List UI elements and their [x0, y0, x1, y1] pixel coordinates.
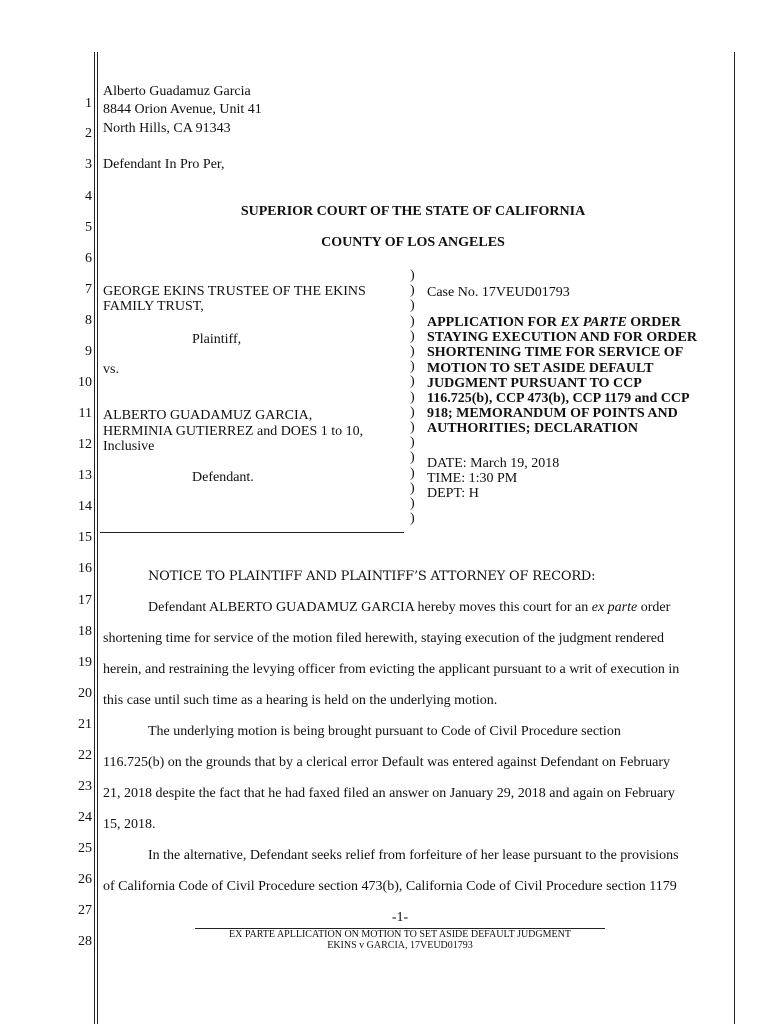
line-number: 19	[78, 655, 92, 670]
party-address-line-1: 8844 Orion Avenue, Unit 41	[103, 102, 262, 117]
line-number: 1	[85, 96, 92, 111]
line-number: 17	[78, 593, 92, 608]
defendant-name: ALBERTO GUADAMUZ GARCIA,	[103, 408, 313, 423]
footer-title: EX PARTE APLLICATION ON MOTION TO SET ASIDE DEFAULT JUDGMENT	[229, 929, 571, 940]
body-line: 15, 2018.	[103, 817, 156, 832]
document-title	[427, 315, 727, 437]
defendant-label: Defendant.	[192, 470, 254, 485]
document-title-line-1-end: ORDER	[626, 315, 681, 330]
line-number: 10	[78, 375, 92, 390]
case-number: Case No. 17VEUD01793	[427, 285, 570, 300]
body-text-run: order	[637, 600, 671, 615]
line-number: 8	[85, 313, 92, 328]
body-line: 21, 2018 despite the fact that he had faxed filed an answer on January 29, 2018 and again on February	[103, 786, 675, 801]
line-number: 3	[85, 157, 92, 172]
line-number: 14	[78, 499, 92, 514]
line-number: 11	[78, 406, 92, 421]
hearing-date: DATE: March 19, 2018	[427, 456, 560, 471]
body-line: herein, and restraining the levying officer from evicting the applicant pursuant to a writ of execution in	[103, 662, 680, 677]
plaintiff-name: GEORGE EKINS TRUSTEE OF THE EKINS	[103, 284, 366, 299]
party-role: Defendant In Pro Per,	[103, 157, 225, 172]
line-number: 7	[85, 282, 92, 297]
line-number: 2	[85, 126, 92, 141]
line-number: 22	[78, 748, 92, 763]
defendant-name-cont: HERMINIA GUTIERREZ and DOES 1 to 10,	[103, 424, 364, 439]
body-line: In the alternative, Defendant seeks relief from forfeiture of her lease pursuant to the provisions	[148, 848, 679, 863]
party-address-line-2: North Hills, CA 91343	[103, 121, 231, 136]
line-number: 6	[85, 251, 92, 266]
body-line	[148, 600, 670, 616]
line-number: 23	[78, 779, 92, 794]
document-title-line-8: AUTHORITIES; DECLARATION	[427, 421, 638, 437]
body-text-run: Defendant ALBERTO GUADAMUZ GARCIA hereby moves this court for an	[148, 600, 592, 615]
line-number: 27	[78, 903, 92, 918]
body-line: this case until such time as a hearing is held on the underlying motion.	[103, 693, 498, 708]
line-number: 9	[85, 344, 92, 359]
hearing-dept: DEPT: H	[427, 486, 479, 501]
line-number: 20	[78, 686, 92, 701]
versus-label: vs.	[103, 362, 119, 377]
caption-parentheses: ) ) ) ) ) ) ) ) ) ) ) ) ) ) ) ) )	[410, 268, 415, 527]
line-number: 18	[78, 624, 92, 639]
document-title-line-1: APPLICATION FOR	[427, 315, 561, 330]
document-title-line-5: JUDGMENT PURSUANT TO CCP	[427, 375, 642, 391]
caption-rule	[100, 532, 404, 533]
line-number: 12	[78, 437, 92, 452]
defendant-name-cont-2: Inclusive	[103, 439, 155, 454]
line-number: 26	[78, 872, 92, 887]
document-title-line-6: 116.725(b), CCP 473(b), CCP 1179 and CCP	[427, 391, 690, 407]
line-number: 25	[78, 841, 92, 856]
body-line: 116.725(b) on the grounds that by a clerical error Default was entered against Defendant on February	[103, 755, 671, 770]
line-number: 21	[78, 717, 92, 732]
document-title-line-2: STAYING EXECUTION AND FOR ORDER	[427, 330, 697, 346]
line-number: 15	[78, 530, 92, 545]
line-number: 16	[78, 561, 92, 576]
court-county: COUNTY OF LOS ANGELES	[321, 235, 505, 250]
page-number: -1-	[391, 910, 409, 925]
body-line: shortening time for service of the motion filed herewith, staying execution of the judgment rendered	[103, 631, 664, 646]
document-title-line-3: SHORTENING TIME FOR SERVICE OF	[427, 345, 684, 361]
body-italic-run: ex parte	[591, 600, 638, 615]
hearing-time: TIME: 1:30 PM	[427, 471, 518, 486]
plaintiff-label: Plaintiff,	[192, 332, 242, 347]
body-line: of California Code of Civil Procedure section 473(b), California Code of Civil Procedure section 1179	[103, 879, 677, 894]
footer-case: EKINS v GARCIA, 17VEUD01793	[327, 940, 473, 951]
notice-heading: NOTICE TO PLAINTIFF AND PLAINTIFF’S ATTORNEY OF RECORD:	[148, 569, 596, 584]
line-number: 4	[85, 189, 92, 204]
left-margin-rule-outer	[94, 52, 95, 1024]
document-title-line-4: MOTION TO SET ASIDE DEFAULT	[427, 360, 654, 376]
right-margin-rule	[734, 52, 735, 1024]
line-number: 13	[78, 468, 92, 483]
body-line: The underlying motion is being brought pursuant to Code of Civil Procedure section	[148, 724, 621, 739]
document-title-italic: EX PARTE	[560, 315, 627, 330]
document-title-line-7: 918; MEMORANDUM OF POINTS AND	[427, 406, 678, 422]
left-margin-rule-inner	[97, 52, 98, 1024]
party-name: Alberto Guadamuz Garcia	[103, 84, 251, 99]
line-number: 5	[85, 220, 92, 235]
line-number: 28	[78, 934, 92, 949]
plaintiff-name-cont: FAMILY TRUST,	[103, 299, 204, 314]
line-number: 24	[78, 810, 92, 825]
court-title: SUPERIOR COURT OF THE STATE OF CALIFORNIA	[240, 204, 586, 219]
